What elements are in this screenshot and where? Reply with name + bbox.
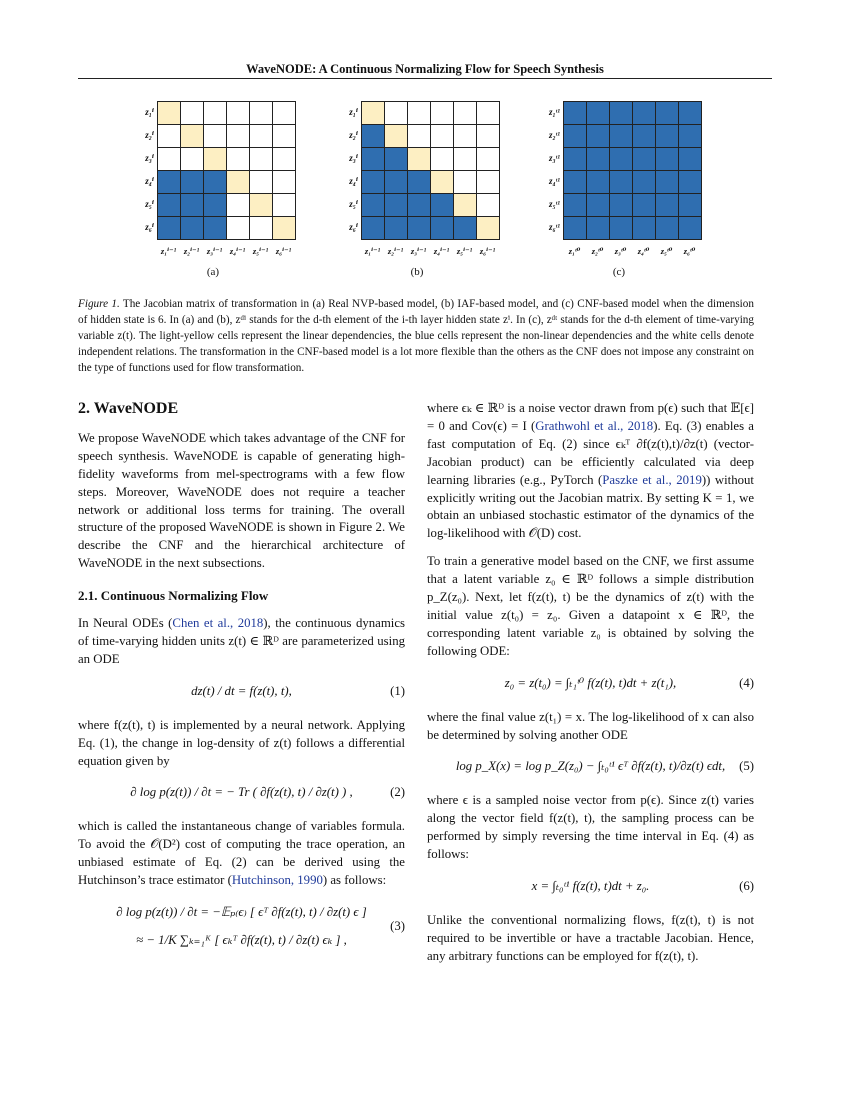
column-label: z₄ⁱ⁻¹: [229, 246, 246, 256]
column-label: z₁ᵗ⁰: [568, 246, 581, 256]
text: ) as follows:: [322, 873, 387, 888]
equation-3: [78, 904, 405, 950]
equation-2: [78, 784, 405, 802]
independent-cell: [454, 171, 477, 194]
row-label: z₆ⁱ: [145, 222, 154, 232]
independent-cell: [250, 217, 273, 240]
equation-6: [427, 878, 754, 896]
jacobian-panel-c: [538, 98, 708, 288]
independent-cell: [227, 125, 250, 148]
panel-label: (b): [410, 266, 424, 278]
citation-link[interactable]: Chen et al., 2018: [172, 616, 264, 631]
paragraph: where ϵ is a sampled noise vector from p(ϵ). Since z(t) varies along the vector field f(z(t), t), the sampling process can be performed by simply reversing the time interval in Eq. (4) as follows:: [427, 793, 754, 862]
jacobian-panel-b: [336, 98, 506, 288]
paragraph: where f(z(t), t) is implemented by a neural network. Applying Eq. (1), the change in log-density of z(t) follows a differential equation given by: [78, 717, 405, 768]
row-label: z₆ⁱ: [349, 222, 358, 232]
independent-cell: [158, 148, 181, 171]
nonlinear-cell: [633, 125, 656, 148]
nonlinear-cell: [679, 194, 702, 217]
row-label: z₁ᵗ¹: [548, 107, 560, 117]
jacobian-panel-a: [132, 98, 302, 288]
independent-cell: [273, 102, 296, 125]
nonlinear-cell: [633, 171, 656, 194]
column-label: z₃ⁱ⁻¹: [410, 246, 427, 256]
equation-number: (5): [739, 759, 754, 774]
paragraph: [78, 818, 405, 890]
column-labels: [563, 246, 701, 257]
nonlinear-cell: [362, 148, 385, 171]
row-label: z₅ⁱ: [145, 199, 154, 209]
linear-cell: [454, 194, 477, 217]
panel-label: (c): [612, 266, 626, 278]
linear-cell: [431, 171, 454, 194]
nonlinear-cell: [656, 125, 679, 148]
column-label: z₅ⁱ⁻¹: [252, 246, 269, 256]
row-label: z₄ⁱ: [349, 176, 358, 186]
nonlinear-cell: [610, 194, 633, 217]
equation-number: (6): [739, 878, 754, 893]
equation-body: x = ∫ₜ₀ᵗ¹ f(z(t), t)dt + z₀.: [531, 878, 650, 893]
linear-cell: [227, 171, 250, 194]
text: )) without explicitly writing out the Jacobian matrix. By setting K = 1, we obtain an unbiased stochastic estimator of the dynamics of the log-likelihood with 𝒪(D) cost.: [427, 472, 754, 541]
nonlinear-cell: [385, 217, 408, 240]
nonlinear-cell: [362, 194, 385, 217]
nonlinear-cell: [454, 217, 477, 240]
independent-cell: [250, 125, 273, 148]
paragraph: [427, 400, 754, 543]
column-label: z₃ᵗ⁰: [614, 246, 627, 256]
column-label: z₆ⁱ⁻¹: [275, 246, 292, 256]
panel-label: (a): [206, 266, 220, 278]
column-label: z₂ⁱ⁻¹: [183, 246, 200, 256]
column-label: z₄ᵗ⁰: [637, 246, 650, 256]
nonlinear-cell: [158, 194, 181, 217]
linear-cell: [385, 125, 408, 148]
independent-cell: [454, 102, 477, 125]
row-label: z₃ⁱ: [145, 153, 154, 163]
section-title: 2. WaveNODE: [78, 400, 179, 417]
row-label: z₂ᵗ¹: [548, 130, 560, 140]
column-label: z₄ⁱ⁻¹: [433, 246, 450, 256]
independent-cell: [477, 102, 500, 125]
nonlinear-cell: [587, 102, 610, 125]
nonlinear-cell: [587, 148, 610, 171]
nonlinear-cell: [610, 217, 633, 240]
equation-number: (4): [739, 675, 754, 690]
row-label: z₁ⁱ: [145, 107, 154, 117]
nonlinear-cell: [385, 148, 408, 171]
row-label: z₂ⁱ: [145, 130, 154, 140]
nonlinear-cell: [362, 125, 385, 148]
equation-5: [427, 758, 754, 776]
nonlinear-cell: [431, 217, 454, 240]
nonlinear-cell: [204, 171, 227, 194]
row-label: z₆ᵗ¹: [548, 222, 560, 232]
column-label: z₆ᵗ⁰: [683, 246, 696, 256]
nonlinear-cell: [385, 194, 408, 217]
nonlinear-cell: [656, 217, 679, 240]
independent-cell: [454, 148, 477, 171]
linear-cell: [362, 102, 385, 125]
text: which is called the instantaneous change of variables formula. To avoid the 𝒪(D²) cost of computing the trace operation, an unbiased estimate of Eq. (2) can be derived using the Hutchinson’s trace estimator (: [78, 819, 405, 888]
citation-link[interactable]: Paszke et al., 2019: [602, 472, 702, 487]
independent-cell: [477, 148, 500, 171]
row-label: z₅ⁱ: [349, 199, 358, 209]
paragraph: Unlike the conventional normalizing flows, f(z(t), t) is not required to be invertible or have a tractable Jacobian. Hence, any arbitrary functions can be employed for f(z(t), t).: [427, 912, 754, 963]
nonlinear-cell: [587, 194, 610, 217]
equation-line: ≈ − 1/K ∑ₖ₌₁ᴷ [ ϵₖᵀ ∂f(z(t), t) / ∂z(t) ϵₖ ] ,: [136, 932, 347, 947]
column-label: z₅ᵗ⁰: [660, 246, 673, 256]
row-label: z₄ⁱ: [145, 176, 154, 186]
independent-cell: [227, 194, 250, 217]
nonlinear-cell: [679, 102, 702, 125]
independent-cell: [250, 171, 273, 194]
linear-cell: [204, 148, 227, 171]
column-label: z₅ⁱ⁻¹: [456, 246, 473, 256]
nonlinear-cell: [679, 125, 702, 148]
independent-cell: [250, 102, 273, 125]
equation-body: z₀ = z(t₀) = ∫ₜ₁ᵗ⁰ f(z(t), t)dt + z(t₁),: [504, 675, 677, 690]
linear-cell: [158, 102, 181, 125]
column-labels: [157, 246, 295, 257]
independent-cell: [181, 102, 204, 125]
nonlinear-cell: [408, 194, 431, 217]
nonlinear-cell: [408, 217, 431, 240]
nonlinear-cell: [679, 148, 702, 171]
equation-number: (2): [390, 785, 405, 800]
nonlinear-cell: [564, 194, 587, 217]
row-label: z₃ᵗ¹: [548, 153, 560, 163]
text: where ϵₖ ∈ ℝᴰ is a noise vector drawn from p(ϵ) such that 𝔼[ϵ] = 0 and Cov(ϵ) = I (: [427, 401, 754, 433]
paragraph: We propose WaveNODE which takes advantage of the CNF for speech synthesis. WaveNODE is capable of generating high-fidelity waveforms from mel-spectrograms with a few flow steps. Moreover, WaveNODE does not require a teacher network or additional loss terms for training. The overall structure of the proposed WaveNODE is shown in Figure 2. We describe the CNF and the hierarchical architecture of WaveNODE in the next subsections.: [78, 430, 405, 571]
linear-cell: [250, 194, 273, 217]
nonlinear-cell: [431, 194, 454, 217]
paragraph: where the final value z(t₁) = x. The log-likelihood of x can also be determined by solving another ODE: [427, 709, 754, 742]
nonlinear-cell: [633, 217, 656, 240]
citation-link[interactable]: Hutchinson, 1990: [231, 873, 323, 888]
nonlinear-cell: [385, 171, 408, 194]
nonlinear-cell: [656, 148, 679, 171]
nonlinear-cell: [610, 171, 633, 194]
linear-cell: [408, 148, 431, 171]
equation-line: ∂ log p(z(t)) / ∂t = −𝔼ₚ₍ϵ₎ [ ϵᵀ ∂f(z(t), t) / ∂z(t) ϵ ]: [116, 904, 367, 919]
nonlinear-cell: [158, 217, 181, 240]
nonlinear-cell: [408, 171, 431, 194]
nonlinear-cell: [610, 148, 633, 171]
independent-cell: [204, 102, 227, 125]
independent-cell: [454, 125, 477, 148]
independent-cell: [477, 171, 500, 194]
equation-number: (1): [390, 683, 405, 698]
nonlinear-cell: [656, 171, 679, 194]
text: ), the continuous dynamics of time-varying hidden units z(t) ∈ ℝᴰ are parameterized using an ODE: [78, 616, 405, 666]
linear-cell: [477, 217, 500, 240]
nonlinear-cell: [587, 171, 610, 194]
column-labels: [361, 246, 499, 257]
column-label: z₃ⁱ⁻¹: [206, 246, 223, 256]
nonlinear-cell: [587, 217, 610, 240]
left-column: [78, 400, 405, 954]
linear-cell: [181, 125, 204, 148]
equation-4: [427, 675, 754, 693]
nonlinear-cell: [362, 217, 385, 240]
right-column: [427, 400, 754, 976]
text: In Neural ODEs (: [78, 616, 173, 631]
nonlinear-cell: [181, 194, 204, 217]
nonlinear-cell: [633, 194, 656, 217]
text: ). Eq. (3) enables a fast computation of Eq. (2) since ϵₖᵀ ∂f(z(t),t)/∂z(t) (vector-Jacobian product) can be efficiently calculated via deep learning libraries (e.g., PyTorch (: [427, 418, 754, 487]
nonlinear-cell: [610, 125, 633, 148]
nonlinear-cell: [564, 217, 587, 240]
independent-cell: [431, 148, 454, 171]
jacobian-grid: [157, 101, 296, 240]
nonlinear-cell: [564, 102, 587, 125]
equation-body: ∂ log p(z(t)) / ∂t = − Tr ( ∂f(z(t), t) / ∂z(t) ) ,: [130, 785, 353, 800]
nonlinear-cell: [181, 171, 204, 194]
independent-cell: [181, 148, 204, 171]
independent-cell: [477, 194, 500, 217]
nonlinear-cell: [633, 148, 656, 171]
independent-cell: [477, 125, 500, 148]
independent-cell: [204, 125, 227, 148]
independent-cell: [227, 102, 250, 125]
row-label: z₃ⁱ: [349, 153, 358, 163]
row-label: z₄ᵗ¹: [548, 176, 560, 186]
row-labels: [336, 101, 358, 239]
independent-cell: [408, 125, 431, 148]
column-label: z₂ⁱ⁻¹: [387, 246, 404, 256]
equation-1: [78, 683, 405, 701]
nonlinear-cell: [362, 171, 385, 194]
nonlinear-cell: [564, 125, 587, 148]
independent-cell: [273, 148, 296, 171]
nonlinear-cell: [633, 102, 656, 125]
jacobian-grid: [563, 101, 702, 240]
nonlinear-cell: [656, 194, 679, 217]
nonlinear-cell: [679, 171, 702, 194]
citation-link[interactable]: Grathwohl et al., 2018: [535, 418, 654, 433]
independent-cell: [158, 125, 181, 148]
independent-cell: [227, 217, 250, 240]
row-labels: [538, 101, 560, 239]
independent-cell: [385, 102, 408, 125]
independent-cell: [273, 171, 296, 194]
column-label: z₁ⁱ⁻¹: [160, 246, 177, 256]
equation-body: log p_X(x) = log p_Z(z₀) − ∫ₜ₀ᵗ¹ ϵᵀ ∂f(z(t), t)/∂z(t) ϵdt,: [455, 759, 726, 774]
caption-text: The Jacobian matrix of transformation in (a) Real NVP-based model, (b) IAF-based model, and (c) CNF-based model when the dimension of hidden state is 6. In (a) and (b), zᵈⁱ stands for the d-th element of the i-th layer hidden state zⁱ. In (c), zᵈᵗ stands for the d-th element of time-varying variable z(t). The light-yellow cells represent the linear dependencies, the blue cells represent the non-linear dependencies and the white cells denote independent relations. The transformation in the CNF-based model is a lot more flexible than the others as the CNF does not impose any constraint on the type of functions used for flow transformation.: [78, 298, 754, 374]
column-label: z₁ⁱ⁻¹: [364, 246, 381, 256]
nonlinear-cell: [564, 148, 587, 171]
nonlinear-cell: [656, 102, 679, 125]
independent-cell: [431, 125, 454, 148]
nonlinear-cell: [204, 217, 227, 240]
linear-cell: [273, 217, 296, 240]
independent-cell: [227, 148, 250, 171]
paragraph: [78, 615, 405, 669]
subsection-title: 2.1. Continuous Normalizing Flow: [78, 588, 269, 604]
nonlinear-cell: [204, 194, 227, 217]
nonlinear-cell: [158, 171, 181, 194]
independent-cell: [273, 125, 296, 148]
row-label: z₁ⁱ: [349, 107, 358, 117]
equation-body: dz(t) / dt = f(z(t), t),: [191, 683, 292, 698]
caption-label: Figure 1.: [78, 298, 120, 310]
equation-number: (3): [390, 918, 405, 933]
independent-cell: [408, 102, 431, 125]
row-label: z₅ᵗ¹: [548, 199, 560, 209]
column-label: z₆ⁱ⁻¹: [479, 246, 496, 256]
paragraph: To train a generative model based on the CNF, we first assume that a latent variable z₀ ∈ ℝᴰ follows a simple distribution p_Z(z₀). Next, let f(z(t), t) be the dynamics of z(t) with the initial value z(t₀) = z₀. Given a datapoint x ∈ ℝᴰ, the corresponding latent variable z₀ is obtained by solving the following ODE:: [427, 554, 754, 658]
running-title: WaveNODE: A Continuous Normalizing Flow for Speech Synthesis: [246, 62, 604, 76]
column-label: z₂ᵗ⁰: [591, 246, 604, 256]
independent-cell: [431, 102, 454, 125]
row-labels: [132, 101, 154, 239]
independent-cell: [250, 148, 273, 171]
figure-caption: [78, 296, 754, 376]
nonlinear-cell: [587, 125, 610, 148]
nonlinear-cell: [181, 217, 204, 240]
jacobian-grid: [361, 101, 500, 240]
header-rule: [78, 78, 772, 79]
independent-cell: [273, 194, 296, 217]
row-label: z₂ⁱ: [349, 130, 358, 140]
nonlinear-cell: [564, 171, 587, 194]
nonlinear-cell: [679, 217, 702, 240]
nonlinear-cell: [610, 102, 633, 125]
